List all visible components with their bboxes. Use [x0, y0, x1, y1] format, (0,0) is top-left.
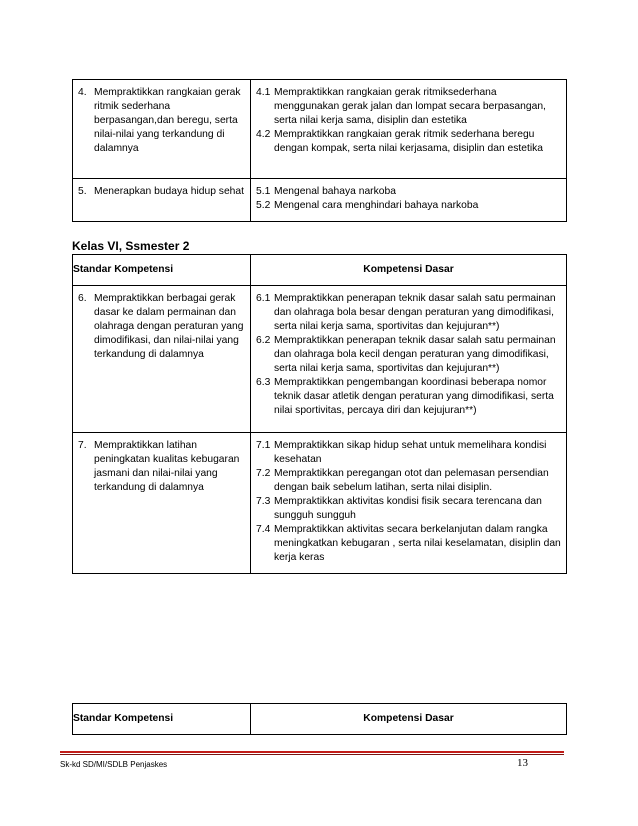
kd-item: 6.2 Mempraktikkan penerapan teknik dasar salah satu permainan dan olahraga bola kecil dengan peraturan yang dimodifikasi, serta nilai kerja sama, sportivitas dan kejujuran**): [256, 335, 556, 374]
kd-item: 7.4 Mempraktikkan aktivitas secara berkelanjutan dalam rangka meningkatkan kebugaran , serta nilai keselamatan, disiplin dan kerja keras: [256, 524, 561, 563]
kd-header: Kompetensi Dasar: [251, 704, 567, 735]
sk-cell: [73, 286, 251, 433]
table-row: [73, 80, 567, 179]
sk-header: Standar Kompetensi: [73, 704, 251, 735]
kd-item: 7.3 Mempraktikkan aktivitas kondisi fisik secara terencana dan sungguh sungguh: [256, 496, 542, 521]
kd-item: 6.1 Mempraktikkan penerapan teknik dasar salah satu permainan dan olahraga bola besar dengan peraturan yang dimodifikasi, serta nilai kerja sama, sportivitas dan kejujuran**): [256, 293, 556, 332]
table-row: [73, 286, 567, 433]
kd-item: 7.1 Mempraktikkan sikap hidup sehat untuk memelihara kondisi kesehatan: [256, 440, 547, 465]
kd-item: 4.1 Mempraktikkan rangkaian gerak ritmiksederhana menggunakan gerak jalan dan lompat secara berpasangan, serta nilai kerja sama, disiplin dan estetika: [256, 87, 546, 126]
sk-text: Mempraktikkan rangkaian gerak ritmik sederhana berpasangan,dan beregu, serta nilai-nilai yang terkandung di dalamnya: [94, 87, 241, 154]
page-number: 13: [517, 757, 528, 769]
kd-item: 4.2 Mempraktikkan rangkaian gerak ritmik sederhana beregu dengan kompak, serta nilai kerjasama, disiplin dan estetika: [256, 129, 544, 154]
kd-cell: [251, 80, 567, 179]
table-header-row: [73, 704, 567, 735]
table-row: [73, 433, 567, 574]
footer-rule: [60, 751, 564, 753]
kd-item: 7.2 Mempraktikkan peregangan otot dan pelemasan persendian dengan baik sebelum latihan, serta nilai disiplin.: [256, 468, 549, 493]
top-competency-table: [72, 79, 567, 222]
section-heading: Kelas VI, Ssmester 2: [72, 239, 190, 253]
footer-rule-thin: [60, 754, 564, 755]
kd-header: Kompetensi Dasar: [251, 255, 567, 286]
kd-item: 6.3 Mempraktikkan pengembangan koordinasi beberapa nomor teknik dasar atletik dengan peraturan yang dimodifikasi, serta nilai sportivitas, percaya diri dan kejujuran**): [256, 377, 554, 416]
kd-cell: [251, 179, 567, 222]
sk-header: Standar Kompetensi: [73, 255, 251, 286]
sk-text: Mempraktikkan latihan peningkatan kualitas kebugaran jasmani dan nilai-nilai yang terkandung di dalamnya: [94, 440, 240, 493]
main-competency-table: [72, 254, 567, 574]
next-competency-table-header: [72, 703, 567, 735]
kd-cell: [251, 433, 567, 574]
table-header-row: [73, 255, 567, 286]
sk-number: 6.: [78, 293, 87, 304]
sk-cell: [73, 179, 251, 222]
footer-document-title: Sk-kd SD/MI/SDLB Penjaskes: [60, 760, 168, 769]
kd-item: 5.1 Mengenal bahaya narkoba: [256, 186, 396, 197]
kd-item: 5.2 Mengenal cara menghindari bahaya narkoba: [256, 200, 479, 211]
sk-cell: [73, 433, 251, 574]
sk-number: 5.: [78, 186, 87, 197]
sk-cell: [73, 80, 251, 179]
sk-text: Mempraktikkan berbagai gerak dasar ke dalam permainan dan olahraga dengan peraturan yang dimodifikasi, dan nilai-nilai yang terkandung di dalamnya: [94, 293, 244, 360]
sk-number: 7.: [78, 440, 87, 451]
sk-number: 4.: [78, 87, 87, 98]
kd-cell: [251, 286, 567, 433]
table-row: [73, 179, 567, 222]
sk-text: Menerapkan budaya hidup sehat: [94, 186, 244, 197]
